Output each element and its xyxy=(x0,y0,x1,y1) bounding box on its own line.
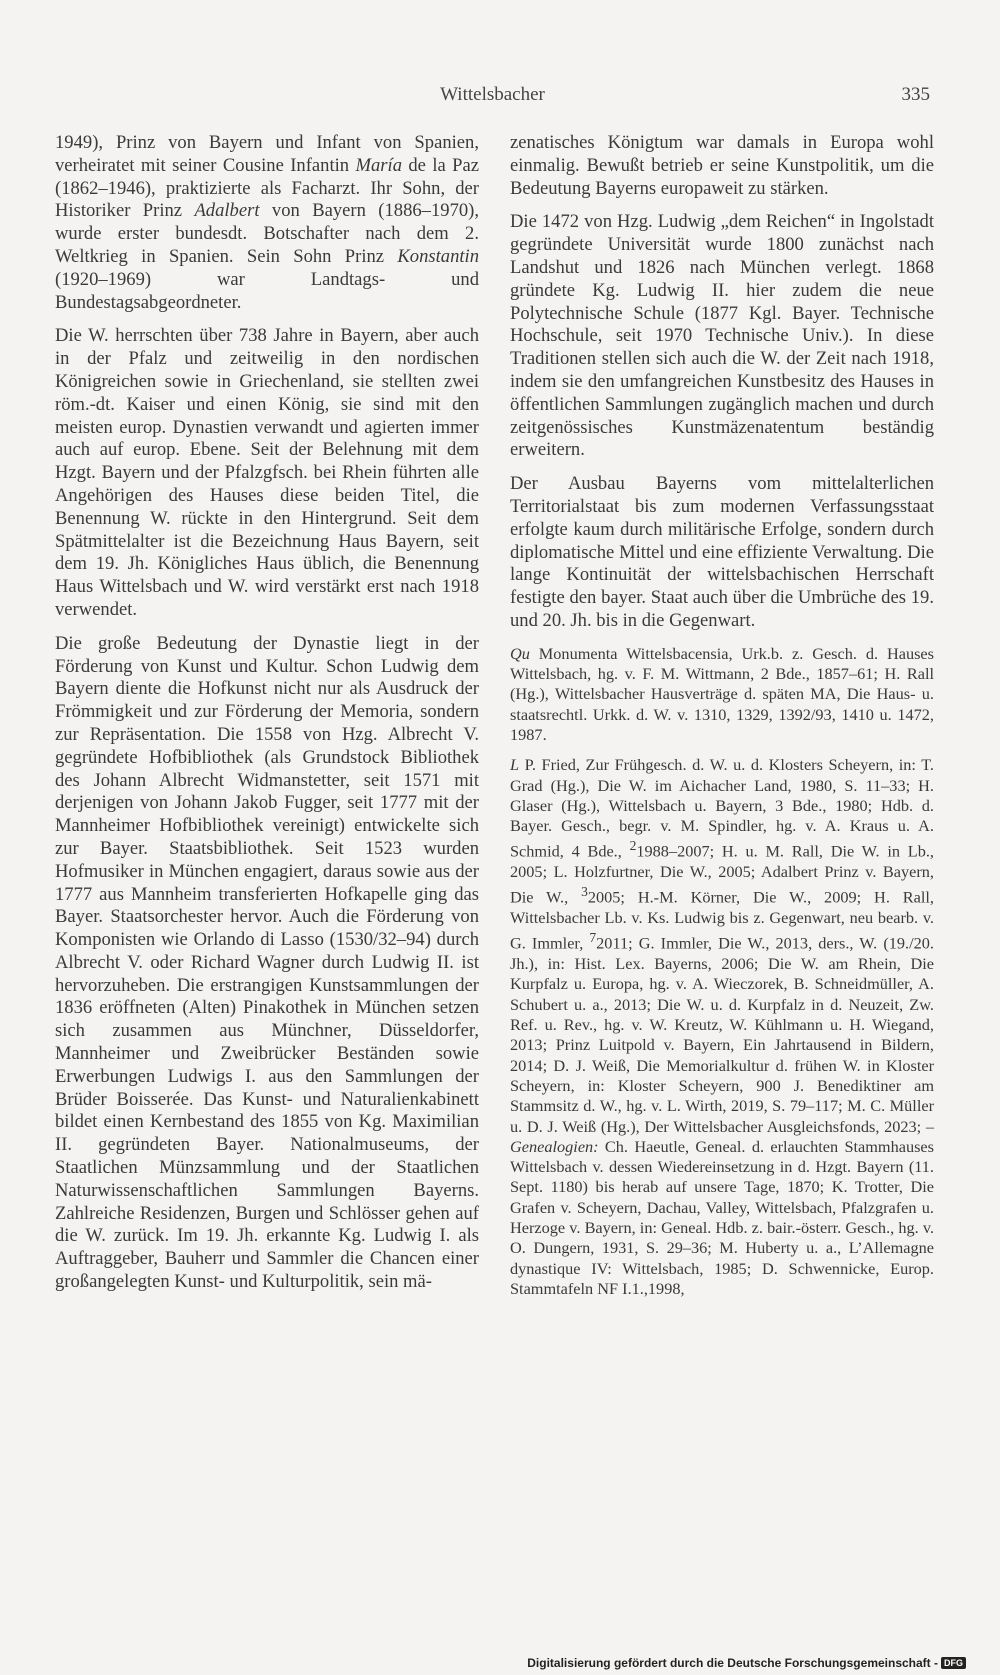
footer-text: Digitalisierung gefördert durch die Deutsche Forschungsgemeinschaft - xyxy=(527,1656,938,1670)
text-run: Ch. Haeutle, Geneal. d. erlauchten Stammhauses Wittelsbach v. dessen Wiedereinsetzung in d. Hzgt. Bayern (11. Sept. 1180) bis herab auf unsere Tage, 1870; K. Trotter, Die Grafen v. Scheyern, Dachau, Valley, Wittelsbach, Pfalzgrafen u. Herzoge v. Bayern, in: Geneal. Hdb. z. bair.-österr. Gesch., hg. v. O. Dungern, 1931, S. 29–36; M. Huberty u. a., L’Allemagne dynastique IV: Wittelsbach, 1985; D. Schwennicke, Europ. Stammtafeln NF I.1.,1998, xyxy=(510,1136,934,1298)
text-run: P. Fried, Zur Frühgesch. d. W. u. d. Klosters Scheyern, in: T. Grad (Hg.), Die W. im Aichacher Land, 1980, S. 11–33; H. Glaser (Hg.), Wittelsbach u. Bayern, 3 Bde., 1980; Hdb. d. Bayer. Gesch., begr. v. M. Spindler, hg. v. A. Kraus u. A. Schmid, 4 Bde., xyxy=(510,755,934,861)
edition-superscript: 2 xyxy=(629,838,637,854)
text-run: (1920–1969) war Landtags- und Bundestagsabgeordneter. xyxy=(55,268,479,313)
sources-section xyxy=(510,644,934,745)
genealogien-label: Genealogien: xyxy=(510,1136,599,1156)
italic-name: María xyxy=(355,154,402,176)
literature-label: L xyxy=(510,755,520,775)
right-column xyxy=(510,132,934,1309)
left-paragraph-3: Die große Bedeutung der Dynastie liegt in der Förderung von Kunst und Kultur. Schon Ludwig dem Bayern diente die Hofkunst nicht nur als Ausdruck der Frömmigkeit und zur Förderung der Memoria, sondern zur Repräsentation. Die 1558 von Hzg. Albrecht V. gegründete Hofbibliothek (als Grundstock Bibliothek des Johann Albrecht Widmanstetter, seit 1571 mit derjenigen von Johann Jakob Fugger, seit 1777 mit der Mannheimer Hofbibliothek vereinigt) entwickelte sich zur Bayer. Staatsbibliothek. Seit 1523 wurden Hofmusiker in München engagiert, daraus sowie aus der 1777 aus Mannheim transferierten Hofkapelle ging das Bayer. Staatsorchester hervor. Auch die Förderung von Komponisten wie Orlando di Lasso (1530/32–94) durch Albrecht V. oder Richard Wagner durch Ludwig II. ist hervorzuheben. Die erstrangigen Kunstsammlungen der 1836 eröffneten (Alten) Pinakothek in München setzen sich zusammen aus Münchner, Düsseldorfer, Mannheimer und Zweibrücker Beständen sowie Erwerbungen Ludwigs I. aus den Sammlungen der Brüder Boisserée. Das Kunst- und Naturalienkabinett bildet einen Kernbestand des 1855 von Kg. Maximilian II. gegründeten Bayer. Nationalmuseums, der Staatlichen Münzsammlung und der Staatlichen Naturwissenschaftlichen Sammlungen Bayerns. Zahlreiche Residenzen, Burgen und Schlösser gehen auf die W. zurück. Im 19. Jh. erkannte Kg. Ludwig I. als Auftraggeber, Bauherr und Sammler die Chancen einer großangelegten Kunst- und Kulturpolitik, sein mä- xyxy=(55,632,479,1293)
italic-name: Adalbert xyxy=(194,200,260,222)
text-run: 1988–2007; H. u. M. Rall, Die W. in Lb., 2005; L. Holzfurtner, Die W., 2005; Adalbert Prinz v. Bayern, Die W., xyxy=(510,841,934,907)
text-run: 2005; H.-M. Körner, Die W., 2009; H. Rall, Wittelsbacher Lb. v. Ks. Ludwig bis z. Gegenwart, neu bearb. v. G. Immler, xyxy=(510,887,934,953)
right-paragraph-3: Der Ausbau Bayerns vom mittelalterlichen Territorialstaat bis zum modernen Verfassungsstaat erfolgte kaum durch militärische Erfolge, sondern durch diplomatische Mittel und eine effiziente Verwaltung. Die lange Kontinuität der wittelsbachischen Herrschaft festigte den bayer. Staat auch über die Umbrüche des 19. und 20. Jh. bis in die Gegenwart. xyxy=(510,473,934,631)
left-column xyxy=(55,132,479,1305)
italic-name: Konstantin xyxy=(397,245,479,267)
dfg-logo: DFG xyxy=(941,1657,966,1669)
sources-text: Monumenta Wittelsbacensia, Urk.b. z. Gesch. d. Hauses Wittelsbach, hg. v. F. M. Wittmann, 2 Bde., 1857–61; H. Rall (Hg.), Wittelsbacher Hausverträge d. späten MA, Die Haus- u. staatsrechtl. Urkk. d. W. v. 1310, 1329, 1392/93, 1410 u. 1472, 1987. xyxy=(510,643,934,744)
text-run: de la Paz (1862–1946), praktizierte als Facharzt. Ihr Sohn, der Historiker Prinz xyxy=(55,154,480,222)
text-run: 1949), Prinz von Bayern und Infant von Spanien, verheiratet mit seiner Cousine Infantin xyxy=(55,132,479,176)
edition-superscript: 7 xyxy=(589,930,597,946)
edition-superscript: 3 xyxy=(581,884,588,900)
text-run: von Bayern (1886–1970), wurde erster bundesdt. Botschafter nach dem 2. Weltkrieg in Spanien. Sein Sohn Prinz xyxy=(55,200,479,267)
right-paragraph-1: zenatisches Königtum war damals in Europa wohl einmalig. Bewußt betrieb er seine Kunstpolitik, um die Bedeutung Bayerns europaweit zu stärken. xyxy=(510,132,934,199)
running-title: Wittelsbacher xyxy=(440,84,545,105)
left-paragraph-2: Die W. herrschten über 738 Jahre in Bayern, aber auch in der Pfalz und zeitweilig in den nordischen Königreichen sowie in Griechenland, sie stellten zwei röm.-dt. Kaiser und einen König, sie sind mit den meisten europ. Dynastien verwandt und agierten immer auch auf europ. Ebene. Seit der Belehnung mit dem Hzgt. Bayern und der Pfalzgfsch. bei Rhein führten alle Angehörigen des Hauses diese beiden Titel, die Benennung W. rückte in den Hintergrund. Seit dem Spätmittelalter ist die Bezeichnung Haus Bayern, seit dem 19. Jh. Königliches Haus üblich, die Benennung Haus Wittelsbach und W. wird verstärkt erst nach 1918 verwendet. xyxy=(55,325,479,620)
text-run: 2011; G. Immler, Die W., 2013, ders., W. (19./20. Jh.), in: Hist. Lex. Bayerns, 2006; Die W. am Rhein, Die Kurpfalz u. Europa, hg. v. A. Wieczorek, B. Schneidmüller, A. Schubert u. a., 2013; Die W. u. d. Kurpfalz in d. Neuzeit, Zw. Ref. u. Rev., hg. v. W. Kreutz, W. Kühlmann u. H. Wiegand, 2013; Prinz Luitpold v. Bayern, Ein Jahrtausend in Bildern, 2014; D. J. Weiß, Die Memorialkultur d. frühen W. in Kloster Scheyern, in: Kloster Scheyern, 900 J. Benediktiner am Stammsitz d. W., hg. v. L. Wirth, 2019, S. 79–117; M. C. Müller u. D. J. Weiß (Hg.), Der Wittelsbacher Ausgleichsfonds, 2023; – xyxy=(510,933,934,1136)
running-head xyxy=(55,84,930,110)
left-paragraph-1 xyxy=(55,132,479,314)
digitization-footer xyxy=(527,1656,966,1670)
page-number: 335 xyxy=(901,84,930,105)
sources-label: Qu xyxy=(510,643,530,663)
right-paragraph-2: Die 1472 von Hzg. Ludwig „dem Reichen“ in Ingolstadt gegründete Universität wurde 1800 zunächst nach Landshut und 1826 nach München verlegt. 1868 gründete Kg. Ludwig II. hier zudem die neue Polytechnische Schule (1877 Kgl. Bayer. Technische Hochschule, seit 1970 Technische Univ.). In diese Traditionen stellen sich auch die W. der Zeit nach 1918, indem sie den umfangreichen Kunstbesitz des Hauses in öffentlichen Sammlungen zugänglich machen und durch zeitgenössisches Kunstmäzenatentum beständig erweitern. xyxy=(510,211,934,461)
literature-section xyxy=(510,755,934,1299)
